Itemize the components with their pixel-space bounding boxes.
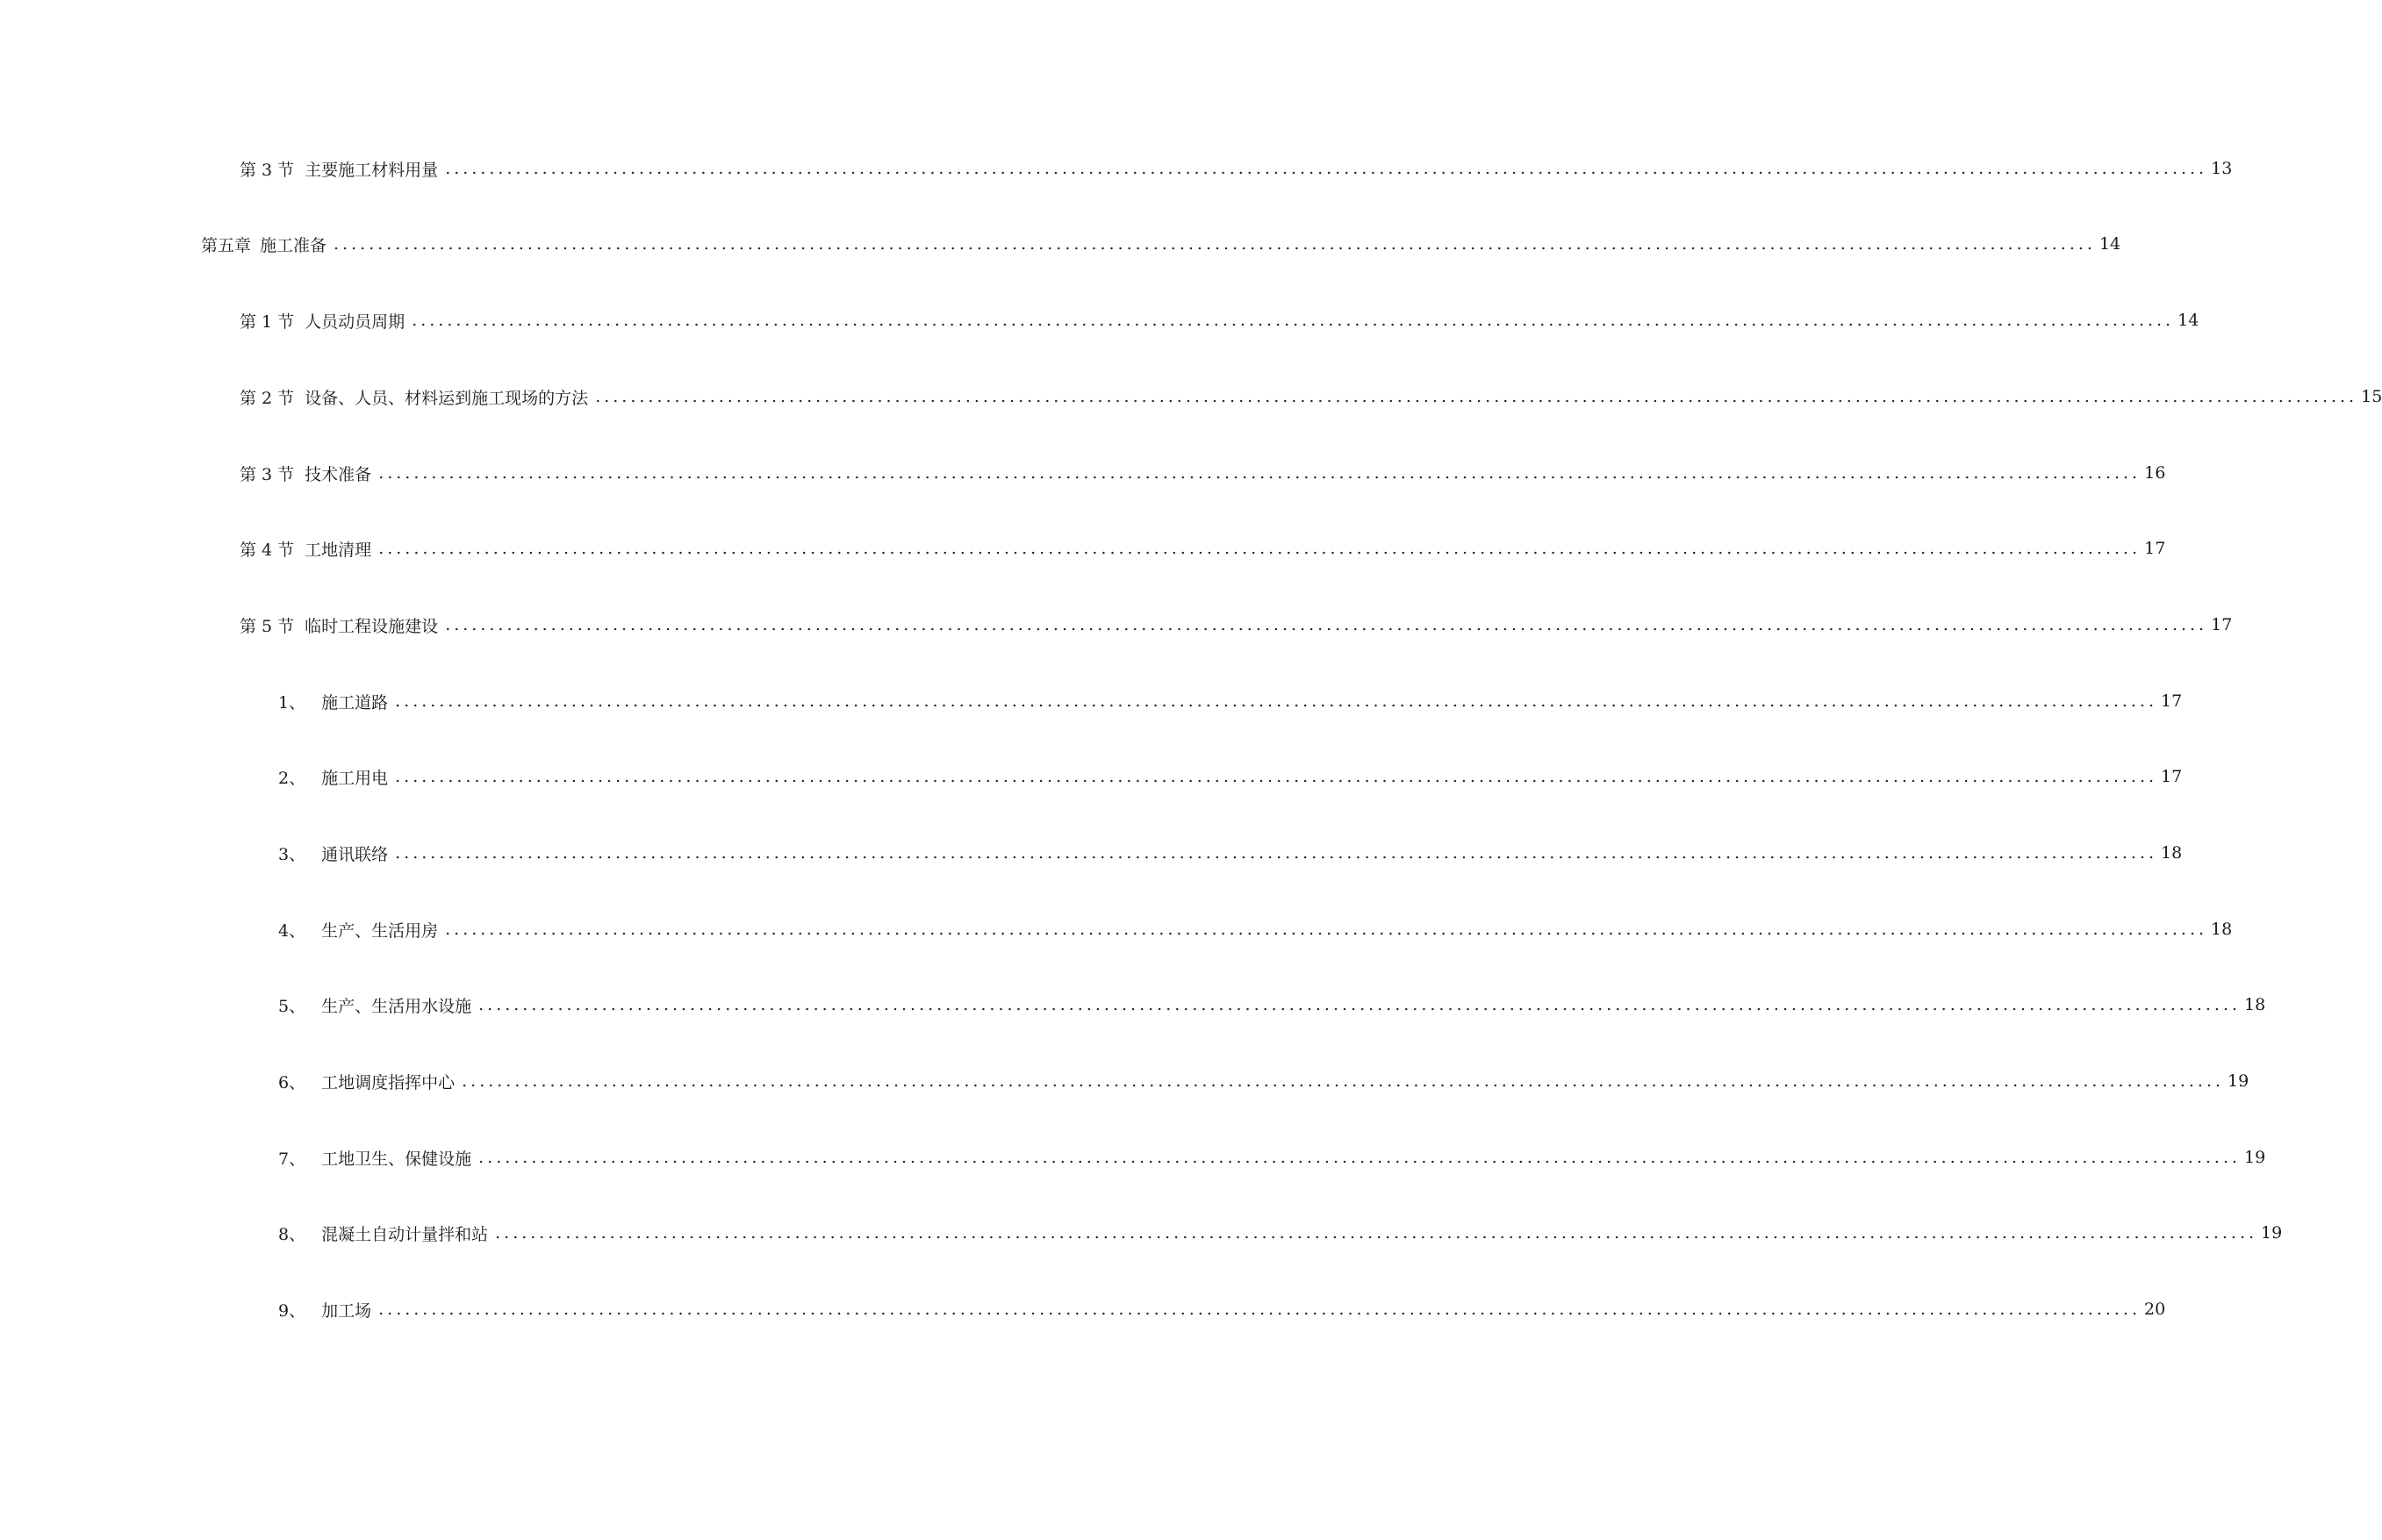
toc-entry-number: 8、 — [278, 1224, 306, 1244]
toc-page-number: 18 — [2244, 995, 2266, 1014]
toc-entry-number: 7、 — [278, 1149, 306, 1169]
toc-entry-title: 工地清理 — [305, 540, 372, 560]
toc-page-number: 17 — [2144, 539, 2166, 558]
toc-dot-leader: ........................................................................................................................................................................................................ — [395, 767, 2158, 786]
toc-entry-title: 施工用电 — [321, 768, 389, 788]
toc-entry-title: 人员动员周期 — [305, 312, 405, 332]
toc-entry-number: 第 2 节 — [240, 388, 295, 408]
toc-page-number: 19 — [2244, 1148, 2266, 1167]
toc-entry-number: 第 4 节 — [240, 540, 295, 560]
toc-entry-title: 主要施工材料用量 — [305, 160, 439, 180]
toc-entry-number: 第 3 节 — [240, 464, 295, 484]
toc-page-number: 19 — [2261, 1223, 2283, 1243]
toc-dot-leader: ........................................................................................................................................................................................................ — [462, 1071, 2225, 1091]
toc-page-number: 19 — [2228, 1071, 2249, 1091]
toc-page-number: 17 — [2211, 615, 2233, 634]
toc-entry[interactable] — [240, 307, 2199, 333]
toc-entry[interactable] — [240, 535, 2166, 562]
toc-entry[interactable] — [278, 1068, 2249, 1094]
toc-dot-leader: ........................................................................................................................................................................................................ — [378, 539, 2142, 558]
toc-dot-leader: ........................................................................................................................................................................................................ — [445, 159, 2208, 178]
toc-entry[interactable] — [278, 840, 2183, 866]
toc-page-number: 20 — [2144, 1300, 2166, 1319]
toc-page-number: 13 — [2211, 159, 2233, 178]
toc-dot-leader: ........................................................................................................................................................................................................ — [478, 995, 2242, 1014]
toc-entry[interactable] — [201, 231, 2121, 257]
toc-page-number: 14 — [2099, 234, 2121, 254]
toc-dot-leader: ........................................................................................................................................................................................................ — [445, 920, 2208, 939]
toc-dot-leader: ........................................................................................................................................................................................................ — [395, 843, 2158, 863]
toc-dot-leader: ........................................................................................................................................................................................................ — [334, 234, 2096, 254]
toc-page-number: 17 — [2161, 691, 2183, 711]
toc-dot-leader: ........................................................................................................................................................................................................ — [412, 311, 2175, 330]
toc-entry-title: 临时工程设施建设 — [305, 616, 439, 636]
toc-dot-leader: ........................................................................................................................................................................................................ — [378, 1300, 2142, 1319]
toc-dot-leader: ........................................................................................................................................................................................................ — [595, 387, 2358, 406]
toc-page-number: 16 — [2144, 463, 2166, 483]
toc-entry[interactable] — [240, 612, 2233, 638]
toc-page-number: 14 — [2178, 311, 2199, 330]
toc-entry-number: 1、 — [278, 692, 306, 713]
toc-entry-number: 第五章 — [201, 235, 252, 255]
toc-entry-title: 施工道路 — [321, 692, 389, 713]
toc-dot-leader: ........................................................................................................................................................................................................ — [395, 691, 2158, 711]
toc-entry-title: 生产、生活用水设施 — [321, 996, 472, 1016]
toc-entry-number: 第 5 节 — [240, 616, 295, 636]
toc-entry-number: 2、 — [278, 768, 306, 788]
toc-page-number: 15 — [2361, 387, 2382, 406]
toc-dot-leader: ........................................................................................................................................................................................................ — [478, 1148, 2242, 1167]
toc-entry[interactable] — [240, 383, 2382, 410]
toc-entry-title: 施工准备 — [260, 235, 327, 255]
toc-dot-leader: ........................................................................................................................................................................................................ — [378, 463, 2142, 483]
toc-entry-title: 技术准备 — [305, 464, 372, 484]
toc-entry[interactable] — [278, 763, 2183, 790]
toc-dot-leader: ........................................................................................................................................................................................................ — [445, 615, 2208, 634]
toc-page-number: 18 — [2161, 843, 2183, 863]
toc-entry-title: 生产、生活用房 — [321, 920, 439, 941]
toc-entry[interactable] — [240, 460, 2166, 486]
toc-entry-number: 5、 — [278, 996, 306, 1016]
toc-entry-number: 4、 — [278, 920, 306, 941]
toc-page-number: 17 — [2161, 767, 2183, 786]
toc-entry-title: 混凝土自动计量拌和站 — [321, 1224, 489, 1244]
toc-entry-title: 加工场 — [321, 1300, 372, 1321]
toc-entry[interactable] — [278, 1296, 2166, 1322]
toc-entry[interactable] — [278, 1144, 2266, 1171]
toc-dot-leader: ........................................................................................................................................................................................................ — [495, 1223, 2258, 1243]
toc-entry[interactable] — [278, 688, 2183, 714]
toc-entry[interactable] — [278, 916, 2233, 942]
toc-entry-title: 设备、人员、材料运到施工现场的方法 — [305, 388, 589, 408]
toc-entry[interactable] — [278, 1220, 2283, 1246]
toc-entry-title: 通讯联络 — [321, 844, 389, 864]
toc-entry[interactable] — [278, 992, 2266, 1018]
toc-entry[interactable] — [240, 155, 2233, 182]
toc-page-number: 18 — [2211, 920, 2233, 939]
toc-entry-title: 工地卫生、保健设施 — [321, 1149, 472, 1169]
toc-entry-number: 3、 — [278, 844, 306, 864]
toc-entry-number: 第 3 节 — [240, 160, 295, 180]
toc-entry-number: 6、 — [278, 1072, 306, 1092]
toc-entry-number: 9、 — [278, 1300, 306, 1321]
toc-entry-number: 第 1 节 — [240, 312, 295, 332]
toc-entry-title: 工地调度指挥中心 — [321, 1072, 456, 1092]
